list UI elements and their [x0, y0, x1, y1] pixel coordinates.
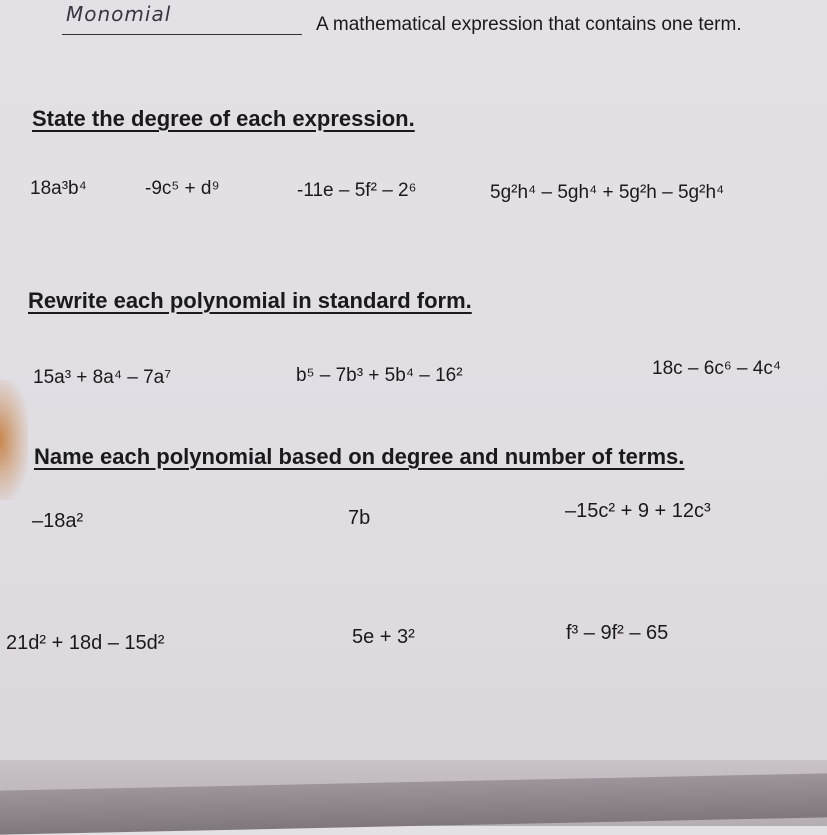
section-heading-standard-form: Rewrite each polynomial in standard form.	[28, 288, 472, 313]
standard-form-expression-1: 15a³ + 8a⁴ – 7a⁷	[33, 367, 172, 388]
degree-expression-2: -9c⁵ + d⁹	[145, 178, 220, 199]
standard-form-expression-2: b⁵ – 7b³ + 5b⁴ – 16²	[296, 365, 463, 386]
name-expression-6: f³ – 9f² – 65	[566, 622, 669, 644]
section-heading-degree: State the degree of each expression.	[32, 106, 415, 131]
answer-blank-line	[62, 2, 302, 35]
standard-form-expression-3: 18c – 6c⁶ – 4c⁴	[652, 358, 782, 379]
name-expression-1: –18a²	[32, 510, 84, 532]
name-expression-5: 5e + 3²	[352, 626, 415, 648]
degree-expression-4: 5g²h⁴ – 5gh⁴ + 5g²h – 5g²h⁴	[490, 182, 725, 203]
bleed-through-marks-1	[120, 245, 360, 265]
handwritten-answer: Monomial	[66, 2, 172, 26]
vocab-definition: A mathematical expression that contains one term.	[316, 14, 742, 35]
name-expression-2: 7b	[348, 507, 371, 529]
name-expression-3: –15c² + 9 + 12c³	[565, 500, 711, 522]
name-expression-4: 21d² + 18d – 15d²	[6, 632, 165, 654]
section-heading-name-polynomial: Name each polynomial based on degree and number of terms.	[34, 444, 685, 469]
degree-expression-3: -11e – 5f² – 2⁶	[297, 180, 417, 201]
degree-expression-1: 18a³b⁴	[30, 178, 87, 199]
finger-shadow	[0, 380, 28, 500]
